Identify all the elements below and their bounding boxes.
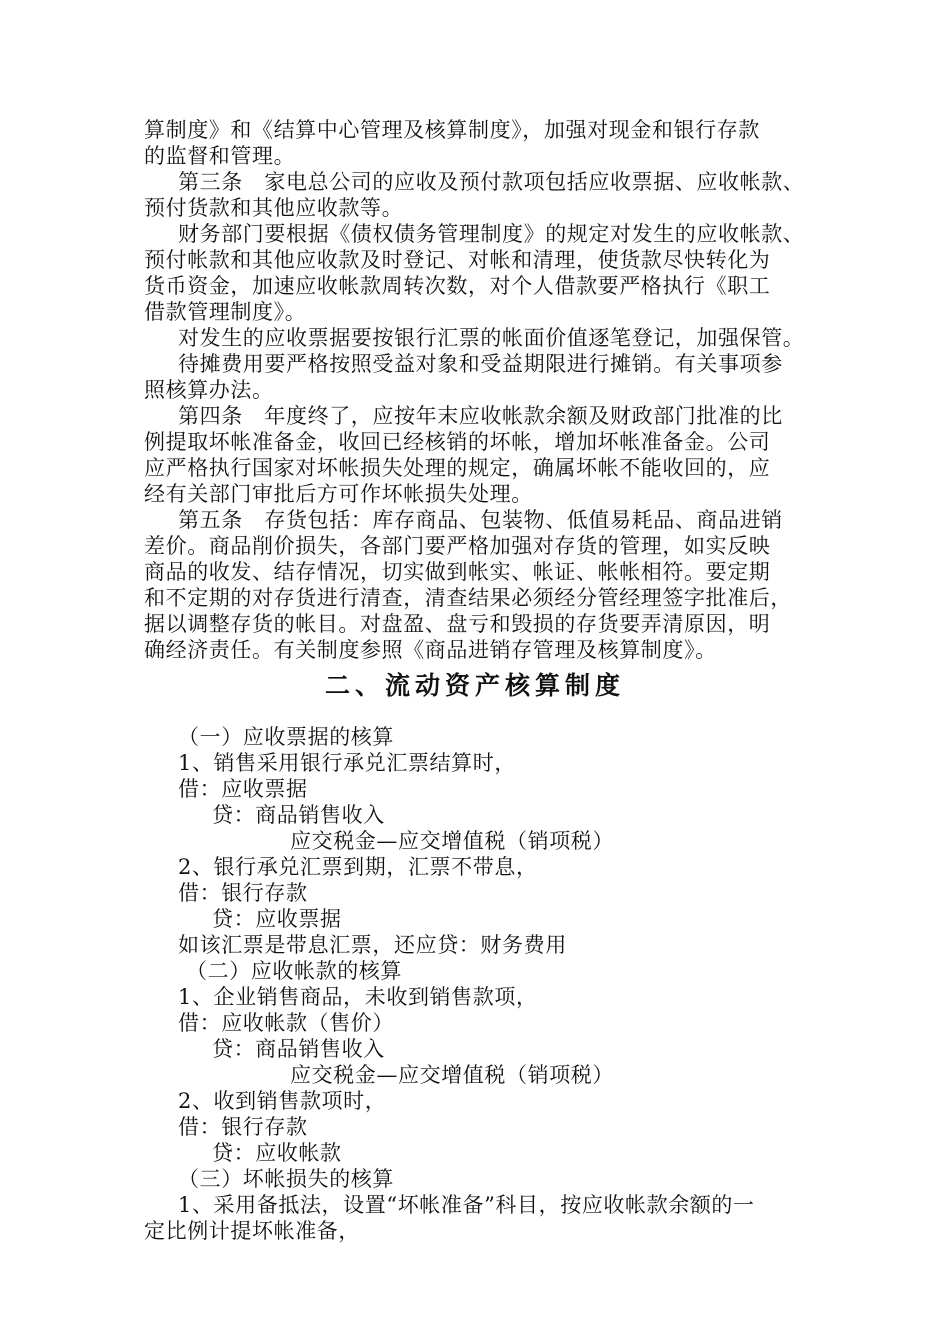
text-line: 借款管理制度》。 — [144, 300, 307, 324]
text-line: 例提取坏帐准备金，收回已经核销的坏帐，增加坏帐准备金。公司 — [144, 430, 771, 454]
text-line: 待摊费用要严格按照受益对象和受益期限进行摊销。有关事项参 — [178, 352, 783, 376]
text-line: 差价。商品削价损失，各部门要严格加强对存货的管理，如实反映 — [144, 534, 771, 558]
text-line: 1、企业销售商品，未收到销售款项， — [178, 985, 538, 1009]
text-line: 的监督和管理。 — [144, 144, 296, 168]
section-heading: 二、流动资产核算制度 — [324, 671, 625, 700]
subsection-title: （二）应收帐款的核算 — [186, 959, 402, 983]
credit-line: 贷：商品销售收入 — [212, 803, 385, 827]
debit-line: 借：银行存款 — [178, 1115, 308, 1139]
text-line: 2、银行承兑汇票到期，汇票不带息， — [178, 855, 538, 879]
text-line: 预付帐款和其他应收款及时登记、对帐和清理，使货款尽快转化为 — [144, 248, 771, 272]
text-line: 1、采用备抵法，设置“坏帐准备”科目，按应收帐款余额的一 — [178, 1193, 755, 1217]
text-line: 定比例计提坏帐准备， — [144, 1219, 360, 1243]
subsection-title: （一）应收票据的核算 — [178, 725, 394, 749]
debit-line: 借：应收票据 — [178, 777, 308, 801]
text-line: 货币资金，加速应收帐款周转次数，对个人借款要严格执行《职工 — [144, 274, 771, 298]
credit-line: 应交税金—应交增值税（销项税） — [290, 829, 614, 853]
text-line: 预付货款和其他应收款等。 — [144, 196, 404, 220]
subsection-title: （三）坏帐损失的核算 — [178, 1167, 394, 1191]
text-line: 算制度》和《结算中心管理及核算制度》，加强对现金和银行存款 — [144, 118, 760, 142]
article-4: 第四条 年度终了，应按年末应收帐款余额及财政部门批准的比 — [178, 404, 783, 428]
text-line: 财务部门要根据《债权债务管理制度》的规定对发生的应收帐款、 — [178, 222, 805, 246]
article-3: 第三条 家电总公司的应收及预付款项包括应收票据、应收帐款、 — [178, 170, 805, 194]
text-line: 2、收到销售款项时， — [178, 1089, 387, 1113]
text-line: 经有关部门审批后方可作坏帐损失处理。 — [144, 482, 533, 506]
text-line: 照核算办法。 — [144, 378, 274, 402]
text-line: 确经济责任。有关制度参照《商品进销存管理及核算制度》。 — [144, 638, 717, 662]
credit-line: 应交税金—应交增值税（销项税） — [290, 1063, 614, 1087]
debit-line: 借：银行存款 — [178, 881, 308, 905]
text-line: 1、销售采用银行承兑汇票结算时， — [178, 751, 516, 775]
credit-line: 贷：商品销售收入 — [212, 1037, 385, 1061]
text-line: 应严格执行国家对坏帐损失处理的规定，确属坏帐不能收回的，应 — [144, 456, 771, 480]
text-line: 据以调整存货的帐目。对盘盈、盘亏和毁损的存货要弄清原因，明 — [144, 612, 771, 636]
text-line: 对发生的应收票据要按银行汇票的帐面价值逐笔登记，加强保管。 — [178, 326, 805, 350]
credit-line: 贷：应收票据 — [212, 907, 342, 931]
article-5: 第五条 存货包括：库存商品、包装物、低值易耗品、商品进销 — [178, 508, 783, 532]
text-line: 商品的收发、结存情况，切实做到帐实、帐证、帐帐相符。要定期 — [144, 560, 771, 584]
text-line: 和不定期的对存货进行清查，清查结果必须经分管经理签字批准后， — [144, 586, 792, 610]
text-line: 如该汇票是带息汇票，还应贷：财务费用 — [178, 933, 567, 957]
credit-line: 贷：应收帐款 — [212, 1141, 342, 1165]
debit-line: 借：应收帐款（售价） — [178, 1011, 394, 1035]
